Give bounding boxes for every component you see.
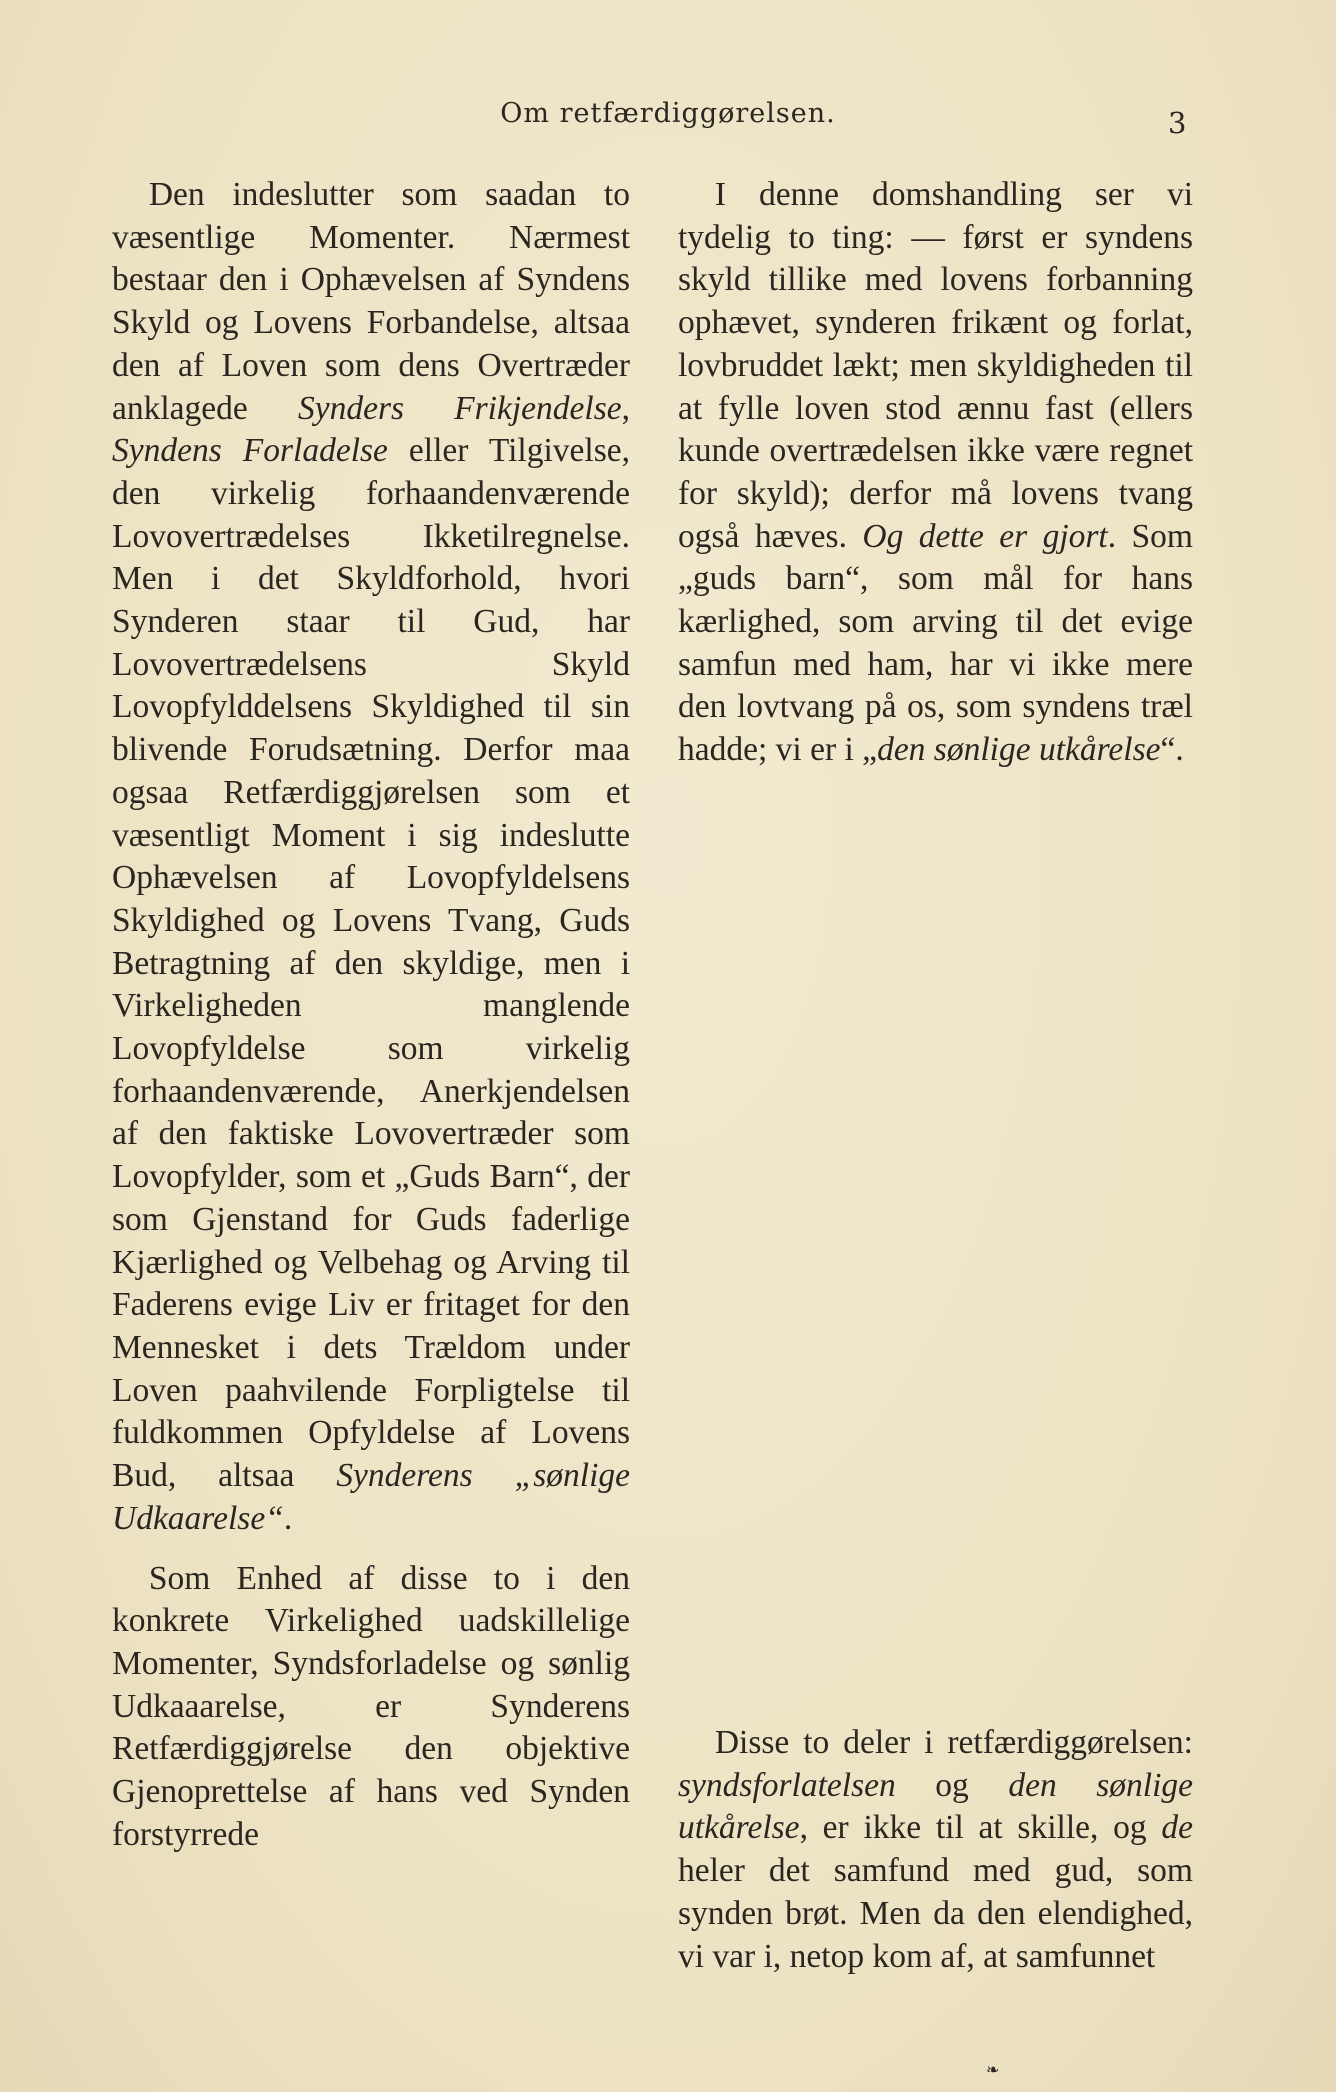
italic-text: Og dette er gjort — [862, 517, 1108, 555]
right-column-text-bottom — [678, 1722, 1193, 1978]
paragraph — [112, 1558, 630, 1857]
paragraph — [678, 1722, 1193, 1978]
footer-ornament: ❧ — [986, 2060, 1000, 2079]
paragraph — [112, 174, 630, 1541]
left-column-text — [112, 174, 630, 1856]
text-run: , — [621, 389, 630, 427]
page-number: 3 — [1168, 106, 1187, 140]
italic-text: den sønlige utkårelse — [678, 1766, 1194, 1847]
text-run: Den indeslutter som saadan to væsentlige Momenter. Nærmest bestaar den i Ophævelsen af Syndens Skyld og Lovens Forbandelse, altsaa den af Loven som dens Overtræder anklagede — [112, 176, 630, 427]
italic-text: Syndens Forladelse — [112, 432, 388, 470]
right-column-text-top — [678, 174, 1193, 772]
text-run: Disse to deler i retfærdiggørelsen: — [714, 1724, 1193, 1761]
text-run: eller Tilgivelse, den virkelig forhaandenværende Lovovertrædelses Ikketilregnelse. Men i det Skyldforhold, hvori Synderen staar til Gud, har Lovovertrædelsens Skyld Lovopfylddelsens Skyldighed til sin blivende Forudsætning. Derfor maa ogsaa Retfærdiggjørelsen som et væsentligt Moment i sig indeslutte Ophævelsen af Lovopfyldelsens Skyldighed og Lovens Tvang, Guds Betragtning af den skyldige, men i Virkeligheden manglende Lovopfyldelse som virkelig forhaandenværende, Anerkjendelsen af den faktiske Lovovertræder som Lovopfylder, som et „Guds Barn“, der som Gjenstand for Guds faderlige Kjærlighed og Velbehag og Arving til Faderens evige Liv er fritaget for den Mennesket i dets Trældom under Loven paahvilende Forpligtelse til fuldkommen Opfyldelse af Lovens Bud, altsaa — [112, 432, 630, 1495]
italic-text: de — [1161, 1809, 1193, 1847]
italic-text: syndsforlatelsen — [678, 1766, 896, 1804]
text-run: “. — [1160, 731, 1184, 769]
italic-text: Synderens „sønlige Udkaarelse“ — [112, 1457, 630, 1537]
text-run: heler det samfund med gud, som synden brøt. Men da den elendighed, vi var i, netop kom af, at samfunnet — [678, 1852, 1193, 1975]
paragraph — [678, 174, 1193, 772]
text-run: , er ikke til at skille, og — [799, 1809, 1162, 1847]
running-title: Om retfærdiggørelsen. — [500, 98, 836, 129]
text-run: Som Enhed af disse to i den konkrete Virkelighed uadskillelige Momenter, Syndsforladelse og sønlig Udkaaarelse, er Synderens Retfærdiggjørelse den objektive Gjenoprettelse af hans ved Synden forstyrrede — [112, 1559, 630, 1853]
text-run: . — [283, 1499, 293, 1537]
text-run: og — [895, 1766, 1009, 1804]
italic-text: den sønlige utkårelse — [877, 731, 1161, 769]
italic-text: Synders Frikjendelse — [297, 389, 622, 427]
text-run: . Som „guds barn“, som mål for hans kærlighed, som arving til det evige samfun med ham, har vi ikke mere den lovtvang på os, som syndens træl hadde; vi er i „ — [678, 517, 1193, 769]
text-run: I denne domshandling ser vi tydelig to ting: — først er syndens skyld tillike med lovens forbanning ophævet, synderen frikænt og forlat, lovbruddet lækt; men skyldigheden til at fylle loven stod ænnu fast (ellers kunde overtrædelsen ikke være regnet for skyld); derfor må lovens tvang også hæves. — [678, 176, 1193, 555]
